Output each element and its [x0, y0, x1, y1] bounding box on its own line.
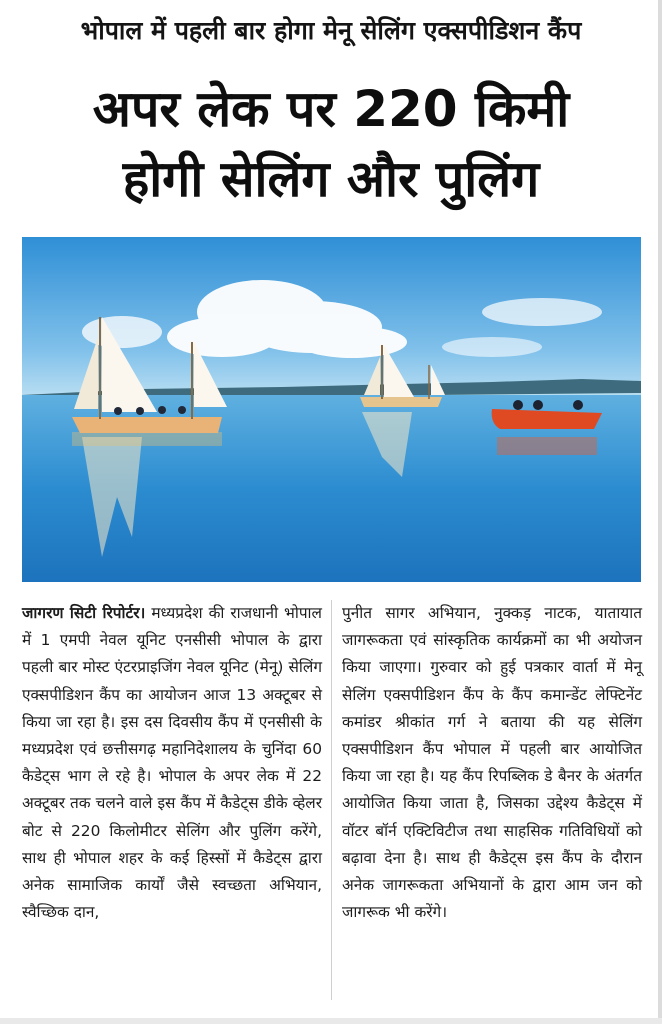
column-divider: [331, 600, 332, 1000]
article-column-left: [22, 600, 322, 926]
sailing-boats-on-lake-photo: [22, 237, 641, 582]
news-photo: [22, 237, 641, 582]
main-headline: [0, 74, 662, 214]
article-body-right: पुनीत सागर अभियान, नुक्कड़ नाटक, यातायात जागरूकता एवं सांस्कृतिक कार्यक्रमों का भी अयोजन किया जाएगा। गुरुवार को हुई पत्रकार वार्ता में मेनू सेलिंग एक्सपीडिशन कैंप के कैंप कमान्डेंट लेफ्टिनेंट कमांडर श्रीकांत गर्ग ने बताया की यह सेलिंग एक्सपीडिशन कैंप भोपाल में पहली बार आयोजित किया जा रहा है। यह कैंप रिपब्लिक डे बैनर के अंतर्गत आयोजित किया जाता है, जिसका उद्देश्य कैडेट्स में वॉटर बॉर्न एक्टिविटीज तथा साहसिक गतिविधियों को बढ़ावा देना है। साथ ही कैडेट्स इस कैंप के दौरान अनेक जागरूकता अभियानों के द्वारा आम जन को जागरूक भी करेंगे।: [342, 604, 642, 922]
kicker-headline: भोपाल में पहली बार होगा मेनू सेलिंग एक्सपीडिशन कैंप: [80, 16, 582, 45]
article-body-left: मध्यप्रदेश की राजधानी भोपाल में 1 एमपी नेवल यूनिट एनसीसी भोपाल के द्वारा पहली बार मोस्ट एंटरप्राइजिंग नेवल यूनिट (मेनू) सेलिंग एक्सपीडिशन कैंप का आयोजन आज 13 अक्टूबर से किया जा रहा है। इस दस दिवसीय कैंप में एनसीसी के मध्यप्रदेश एवं छत्तीसगढ़ महानिदेशालय के चुनिंदा 60 कैडेट्स भाग ले रहे है। भोपाल के अपर लेक में 22 अक्टूबर तक चलने वाले इस कैंप में कैडेट्स डीके व्हेलर बोट से 220 किलोमीटर सेलिंग और पुलिंग करेंगे, साथ ही भोपाल शहर के कई हिस्सों में कैडेट्स द्वारा अनेक सामाजिक कार्यों जैसे स्वच्छता अभियान, स्वैच्छिक दान,: [22, 604, 322, 922]
article-column-right: [342, 600, 642, 926]
page-bottom-edge: [0, 1018, 662, 1024]
article-byline: जागरण सिटी रिपोर्टर।: [22, 604, 146, 622]
headline-line-1: अपर लेक पर 220 किमी: [92, 80, 570, 138]
headline-line-2: होगी सेलिंग और पुलिंग: [122, 150, 540, 208]
